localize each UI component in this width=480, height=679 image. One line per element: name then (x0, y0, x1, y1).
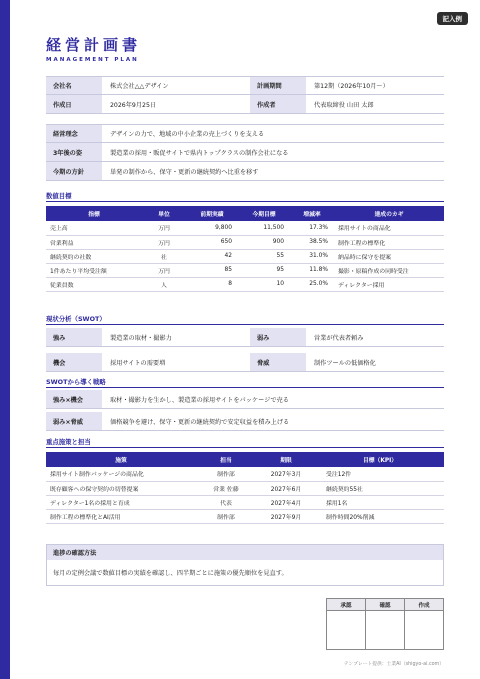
actions-header: 目標（KPI） (316, 452, 444, 467)
actions-header: 施策 (46, 452, 196, 467)
cell: 17.3% (290, 221, 334, 235)
stamp-approve-label: 承認 (327, 599, 365, 611)
table-row (46, 467, 444, 481)
philosophy-grid (46, 124, 444, 181)
cell: 2027年6月 (256, 481, 316, 495)
cell: 営業利益 (46, 235, 142, 249)
period-label: 計画期間 (250, 77, 306, 94)
numeric-table (46, 206, 444, 292)
cell: 2027年4月 (256, 495, 316, 509)
stamp-check-label: 確認 (366, 599, 404, 611)
numeric-header: 前期実績 (186, 206, 238, 221)
cell: 制作部 (196, 467, 256, 481)
cell: 650 (186, 235, 238, 249)
cell: 2027年3月 (256, 467, 316, 481)
cell: 撮影・原稿作成の同時受注 (334, 263, 444, 277)
weakness-label: 弱み (250, 328, 306, 346)
numeric-rule (46, 201, 444, 202)
cell: 社 (142, 249, 186, 263)
table-row (46, 235, 444, 249)
policy-value: 単発の制作から、保守・更新の継続契約へ比重を移す (110, 168, 259, 176)
cell: 制作部 (196, 509, 256, 523)
cell: 既存顧客への保守契約の切替提案 (46, 481, 196, 495)
vision-label: 3年後の姿 (46, 143, 102, 161)
cell: 採用サイト制作パッケージの商品化 (46, 467, 196, 481)
strategy-wt-value: 価格競争を避け、保守・更新の継続契約で安定収益を積み上げる (110, 418, 290, 426)
cell: 人 (142, 277, 186, 291)
cell: 9,800 (186, 221, 238, 235)
strategy-section-title: SWOTから導く戦略 (46, 378, 106, 386)
cell: 55 (238, 249, 290, 263)
cell: 11.8% (290, 263, 334, 277)
cell: 25.0% (290, 277, 334, 291)
cell: 継続契約55社 (316, 481, 444, 495)
cell: 2027年9月 (256, 509, 316, 523)
date-value: 2026年9月25日 (110, 101, 157, 109)
cell: 営業 佐藤 (196, 481, 256, 495)
cell: 従業員数 (46, 277, 142, 291)
threat-value: 制作ツールの低価格化 (314, 359, 376, 367)
cell: 42 (186, 249, 238, 263)
numeric-header: 増減率 (290, 206, 334, 221)
cell: 制作時間20%削減 (316, 509, 444, 523)
strategy-so-value: 取材・撮影力を生かし、製造業の採用サイトをパッケージで売る (110, 396, 289, 404)
strategy-so-label: 強み×機会 (46, 390, 102, 408)
sidebar-accent (0, 0, 10, 679)
strategy-rule (46, 387, 444, 388)
actions-table (46, 452, 444, 524)
company-label: 会社名 (46, 77, 102, 94)
table-row (46, 263, 444, 277)
actions-header: 担当 (196, 452, 256, 467)
swot-rule (46, 324, 444, 325)
actions-header: 期限 (256, 452, 316, 467)
weakness-value: 営業が代表者頼み (314, 334, 364, 342)
cell: 95 (238, 263, 290, 277)
numeric-section-title: 数値目標 (46, 192, 72, 200)
company-value: 株式会社△△デザイン (110, 83, 169, 90)
cell: 代表 (196, 495, 256, 509)
swot-grid (46, 328, 444, 372)
cell: ディレクター1名の採用と育成 (46, 495, 196, 509)
cell: 採用サイトの商品化 (334, 221, 444, 235)
strength-label: 強み (46, 328, 102, 346)
cell: 継続契約の社数 (46, 249, 142, 263)
philosophy-label: 経営理念 (46, 125, 102, 142)
strength-value: 製造業の取材・撮影力 (110, 334, 172, 342)
cell: 1件あたり平均受注額 (46, 263, 142, 277)
cell: ディレクター採用 (334, 277, 444, 291)
cell: 8 (186, 277, 238, 291)
table-row (46, 509, 444, 523)
cell: 受注12件 (316, 467, 444, 481)
cell: 85 (186, 263, 238, 277)
author-value: 代表取締役 山田 太郎 (314, 101, 374, 109)
table-row (46, 277, 444, 291)
cell: 万円 (142, 221, 186, 235)
cell: 採用1名 (316, 495, 444, 509)
cell: 制作工程の標準化 (334, 235, 444, 249)
date-label: 作成日 (46, 95, 102, 113)
strategy-wt-label: 弱み×脅威 (46, 412, 102, 430)
progress-check-title: 進捗の確認方法 (47, 545, 443, 560)
info-grid (46, 76, 444, 114)
cell: 売上高 (46, 221, 142, 235)
actions-rule (46, 447, 444, 448)
vision-value: 製造業の採用・販促サイトで県内トップクラスの制作会社になる (110, 149, 289, 157)
cell: 10 (238, 277, 290, 291)
policy-label: 今期の方針 (46, 162, 102, 180)
numeric-header: 単位 (142, 206, 186, 221)
threat-label: 脅威 (250, 353, 306, 371)
sample-badge: 記入例 (437, 12, 469, 25)
strategy-grid (46, 390, 444, 431)
actions-section-title: 重点施策と担当 (46, 438, 91, 446)
cell: 制作工程の標準化とAI活用 (46, 509, 196, 523)
cell: 31.0% (290, 249, 334, 263)
table-row (46, 249, 444, 263)
author-label: 作成者 (250, 95, 306, 113)
cell: 900 (238, 235, 290, 249)
page-subtitle: MANAGEMENT PLAN (46, 57, 139, 63)
cell: 万円 (142, 263, 186, 277)
cell: 万円 (142, 235, 186, 249)
table-row (46, 481, 444, 495)
opportunity-label: 機会 (46, 353, 102, 371)
page-title: 経営計画書 (46, 36, 142, 54)
table-row (46, 495, 444, 509)
table-row (46, 221, 444, 235)
numeric-header: 達成のカギ (334, 206, 444, 221)
cell: 納品時に保守を提案 (334, 249, 444, 263)
opportunity-value: 採用サイトの需要増 (110, 359, 166, 367)
numeric-header: 今期目標 (238, 206, 290, 221)
period-value: 第12期（2026年10月〜） (314, 83, 389, 90)
stamp-create-label: 作成 (405, 599, 443, 611)
swot-section-title: 現状分析（SWOT） (46, 315, 106, 323)
progress-check-body: 毎月の定例会議で数値目標の実績を確認し、四半期ごとに施策の優先順位を見直す。 (53, 570, 288, 577)
footer-credit: テンプレート提供：士業AI（shigyo-ai.com） (343, 662, 444, 667)
cell: 11,500 (238, 221, 290, 235)
numeric-header: 指標 (46, 206, 142, 221)
progress-check-box (46, 544, 444, 586)
cell: 38.5% (290, 235, 334, 249)
philosophy-value: デザインの力で、地域の中小企業の売上づくりを支える (110, 131, 265, 138)
approval-stamp-box (326, 598, 444, 650)
